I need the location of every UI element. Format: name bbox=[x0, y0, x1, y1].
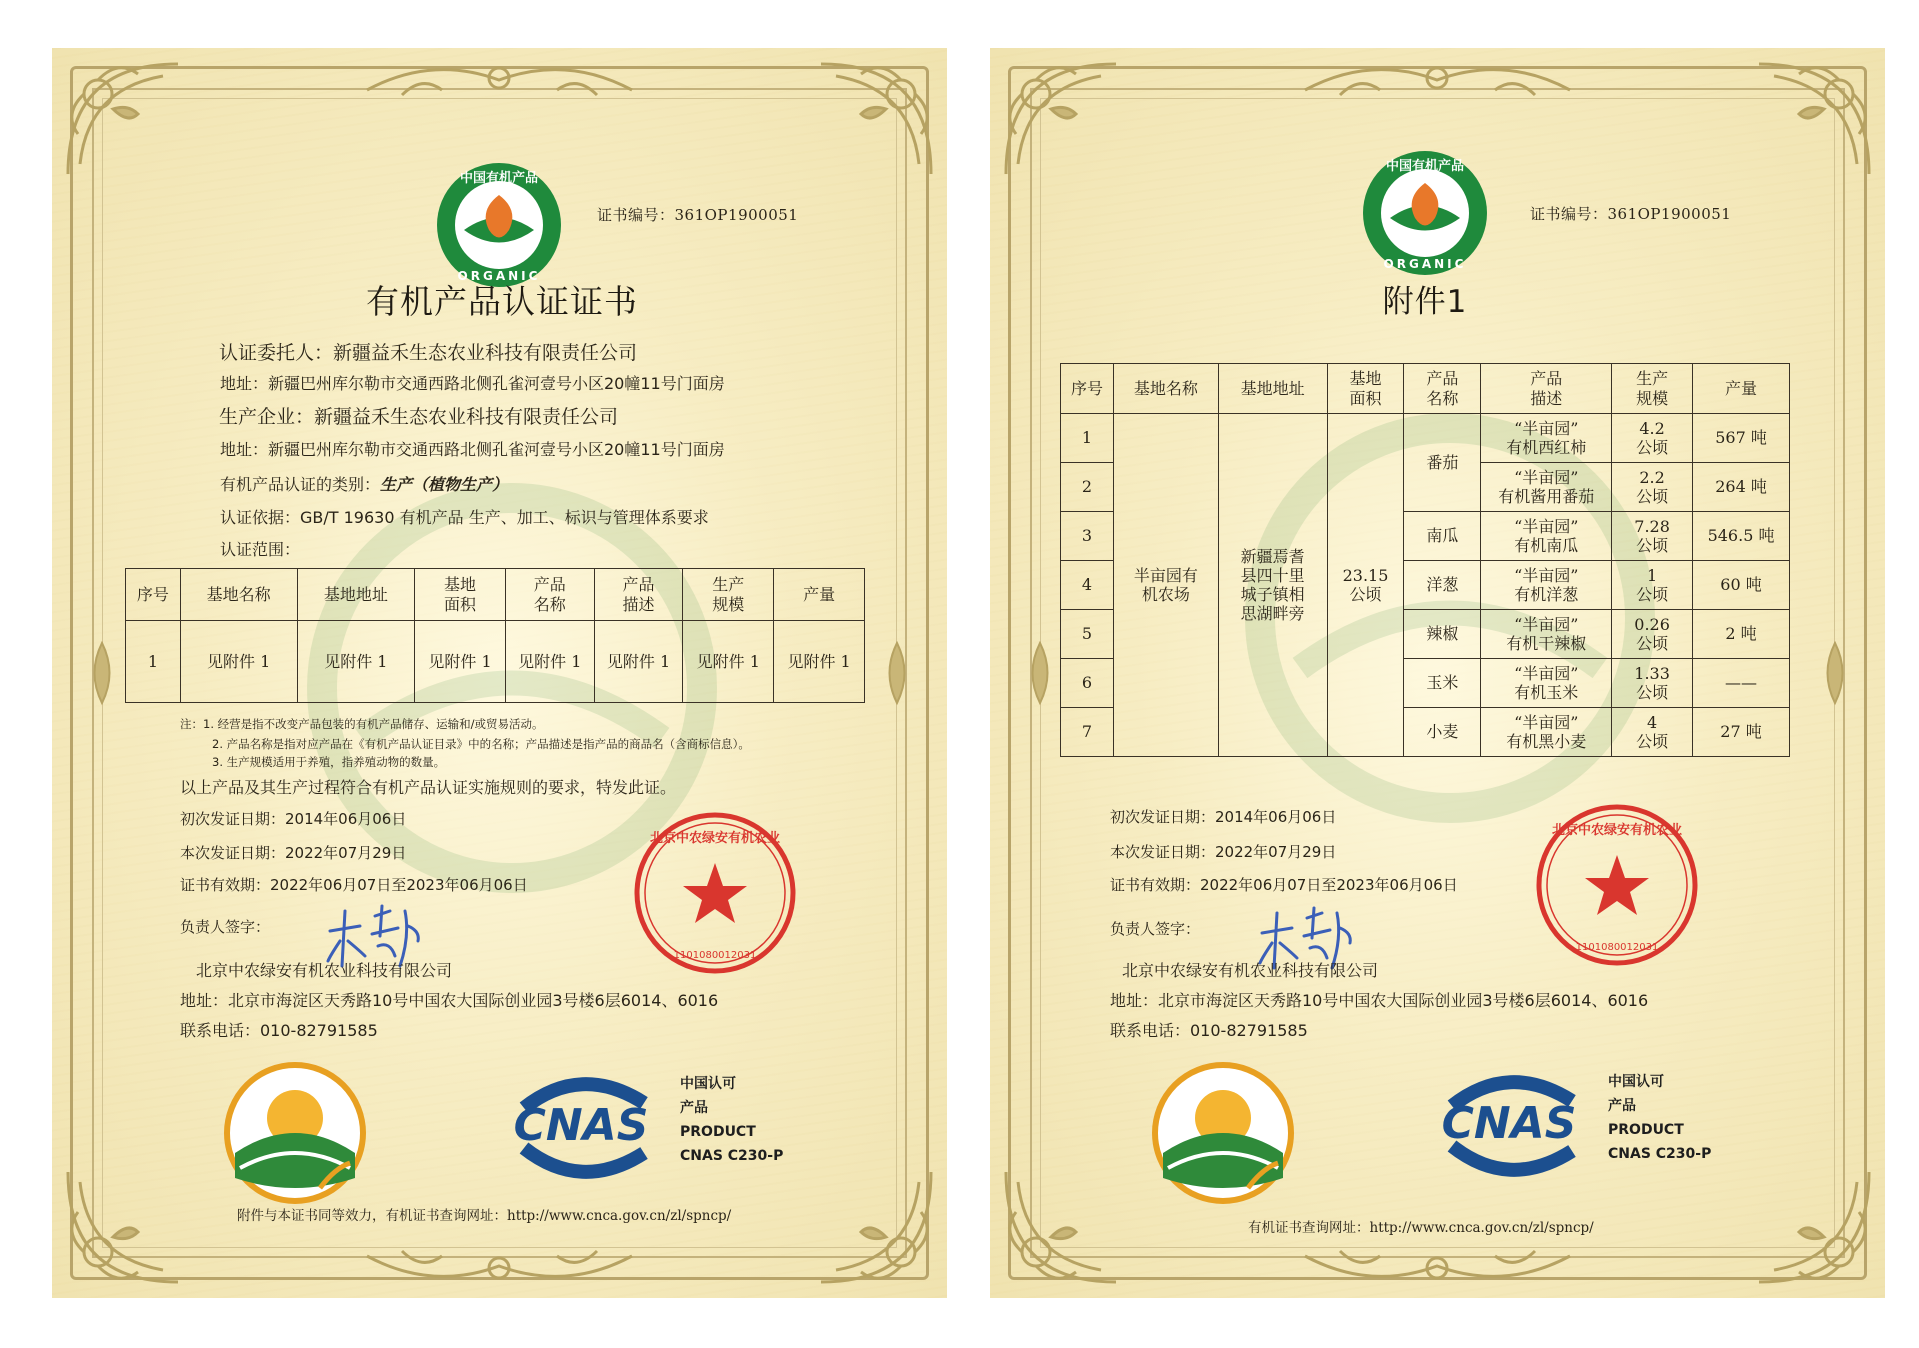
page-title: 附件1 bbox=[1382, 284, 1468, 320]
table-cell-scale: 2.2 公顷 bbox=[1612, 463, 1693, 512]
validity-period: 证书有效期：2022年06月07日至2023年06月06日 bbox=[1110, 876, 1458, 894]
svg-text:1101080012031: 1101080012031 bbox=[673, 950, 757, 961]
table-header: 生产 规模 bbox=[683, 569, 774, 621]
validity-period: 证书有效期：2022年06月07日至2023年06月06日 bbox=[180, 876, 528, 894]
table-header: 基地名称 bbox=[180, 569, 297, 621]
table-cell: 见附件 1 bbox=[415, 621, 506, 703]
table-cell-yield: 60 吨 bbox=[1693, 561, 1790, 610]
producer-address: 地址：新疆巴州库尔勒市交通西路北侧孔雀河壹号小区20幢11号门面房 bbox=[220, 440, 725, 459]
table-cell-scale: 4 公顷 bbox=[1612, 708, 1693, 757]
table-cell-desc: “半亩园” 有机西红柿 bbox=[1481, 414, 1612, 463]
svg-text:中国有机产品: 中国有机产品 bbox=[459, 171, 539, 186]
annex-page bbox=[990, 48, 1885, 1298]
table-header: 序号 bbox=[1061, 364, 1114, 414]
first-issue-date: 初次发证日期：2014年06月06日 bbox=[180, 810, 407, 828]
table-cell-scale: 0.26 公顷 bbox=[1612, 610, 1693, 659]
cnas-caption-line: CNAS C230-P bbox=[1608, 1146, 1712, 1162]
cnas-caption-line: 中国认可 bbox=[680, 1076, 736, 1092]
statement: 以上产品及其生产过程符合有机产品认证实施规则的要求，特发此证。 bbox=[180, 778, 677, 797]
table-cell-scale: 1 公顷 bbox=[1612, 561, 1693, 610]
table-cell-desc: “半亩园” 有机洋葱 bbox=[1481, 561, 1612, 610]
table-cell-no: 6 bbox=[1061, 659, 1114, 708]
table-cell-scale: 1.33 公顷 bbox=[1612, 659, 1693, 708]
table-header: 基地 面积 bbox=[1327, 364, 1404, 414]
client-line: 认证委托人：新疆益禾生态农业科技有限责任公司 bbox=[219, 342, 638, 364]
table-cell-yield: 264 吨 bbox=[1693, 463, 1790, 512]
table-cell-no: 3 bbox=[1061, 512, 1114, 561]
table-cell-product: 玉米 bbox=[1404, 659, 1481, 708]
table-cell-yield: 567 吨 bbox=[1693, 414, 1790, 463]
producer-line: 生产企业：新疆益禾生态农业科技有限责任公司 bbox=[219, 406, 619, 428]
table-row bbox=[1061, 414, 1790, 463]
red-seal-icon bbox=[630, 808, 800, 978]
svg-text:CNAS: CNAS bbox=[513, 1100, 649, 1151]
cnas-caption-line: PRODUCT bbox=[680, 1124, 756, 1140]
note-line: 2. 产品名称是指对应产品在《有机产品认证目录》中的名称；产品描述是指产品的商品名（含商标信息）。 bbox=[212, 737, 750, 751]
issuer-phone: 联系电话：010-82791585 bbox=[1110, 1021, 1308, 1040]
svg-text:CNAS: CNAS bbox=[1441, 1098, 1577, 1149]
side-ornament-icon bbox=[1815, 638, 1855, 708]
china-organic-logo-icon bbox=[434, 160, 564, 290]
table-cell: 1 bbox=[126, 621, 181, 703]
corner-ornament-icon bbox=[811, 54, 941, 184]
footer-note: 附件与本证书同等效力，有机证书查询网址：http://www.cnca.gov.cn/zl/spncp/ bbox=[237, 1208, 732, 1224]
svg-text:中国有机产品: 中国有机产品 bbox=[1385, 159, 1465, 174]
table-cell-yield: 27 吨 bbox=[1693, 708, 1790, 757]
note-line: 注：1. 经营是指不改变产品包装的有机产品储存、运输和/或贸易活动。 bbox=[180, 717, 544, 731]
table-cell-no: 5 bbox=[1061, 610, 1114, 659]
cnas-caption-line: 产品 bbox=[680, 1100, 708, 1116]
table-header-row bbox=[126, 569, 865, 621]
this-issue-date: 本次发证日期：2022年07月29日 bbox=[180, 844, 407, 862]
table-cell-desc: “半亩园” 有机干辣椒 bbox=[1481, 610, 1612, 659]
corner-ornament-icon bbox=[996, 54, 1126, 184]
green-agriculture-logo-icon bbox=[1148, 1058, 1298, 1208]
table-cell-scale: 4.2 公顷 bbox=[1612, 414, 1693, 463]
cnas-caption-line: CNAS C230-P bbox=[680, 1148, 784, 1164]
bottom-ornament-icon bbox=[362, 1240, 637, 1296]
signer-label: 负责人签字： bbox=[180, 918, 271, 936]
table-cell-yield: 2 吨 bbox=[1693, 610, 1790, 659]
table-cell: 见附件 1 bbox=[774, 621, 865, 703]
table-header: 基地 面积 bbox=[415, 569, 506, 621]
table-header: 基地地址 bbox=[297, 569, 415, 621]
table-header-row bbox=[1061, 364, 1790, 414]
scope-line: 认证范围： bbox=[220, 540, 301, 559]
client-address: 地址：新疆巴州库尔勒市交通西路北侧孔雀河壹号小区20幢11号门面房 bbox=[220, 374, 725, 393]
category-value: 生产（植物生产） bbox=[380, 475, 509, 494]
annex-table bbox=[1060, 363, 1790, 757]
table-cell-product: 番茄 bbox=[1404, 414, 1481, 512]
table-header: 基地名称 bbox=[1113, 364, 1218, 414]
red-seal-icon bbox=[1532, 800, 1702, 970]
table-cell: 见附件 1 bbox=[683, 621, 774, 703]
green-agriculture-logo-icon bbox=[220, 1058, 370, 1208]
table-cell: 见附件 1 bbox=[297, 621, 415, 703]
corner-ornament-icon bbox=[996, 1162, 1126, 1292]
table-cell-desc: “半亩园” 有机黑小麦 bbox=[1481, 708, 1612, 757]
cnas-caption-line: 产品 bbox=[1608, 1098, 1636, 1114]
issuer-company: 北京中农绿安有机农业科技有限公司 bbox=[1122, 961, 1379, 980]
first-issue-date: 初次发证日期：2014年06月06日 bbox=[1110, 808, 1337, 826]
table-cell-desc: “半亩园” 有机南瓜 bbox=[1481, 512, 1612, 561]
signer-label: 负责人签字： bbox=[1110, 920, 1201, 938]
table-cell: 见附件 1 bbox=[180, 621, 297, 703]
table-header: 产品 描述 bbox=[1481, 364, 1612, 414]
category-label: 有机产品认证的类别： bbox=[220, 475, 381, 494]
svg-text:1101080012031: 1101080012031 bbox=[1575, 942, 1659, 953]
table-cell-no: 7 bbox=[1061, 708, 1114, 757]
corner-ornament-icon bbox=[1749, 1162, 1879, 1292]
corner-ornament-icon bbox=[1749, 54, 1879, 184]
table-header: 产品 名称 bbox=[505, 569, 594, 621]
certificate-number: 证书编号：361OP1900051 bbox=[597, 206, 799, 224]
table-row bbox=[126, 621, 865, 703]
cnas-caption-line: 中国认可 bbox=[1608, 1074, 1664, 1090]
side-ornament-icon bbox=[82, 638, 122, 708]
table-header: 序号 bbox=[126, 569, 181, 621]
cnas-logo-icon bbox=[504, 1068, 659, 1183]
table-cell-product: 小麦 bbox=[1404, 708, 1481, 757]
cnas-caption-line: PRODUCT bbox=[1608, 1122, 1684, 1138]
svg-text:北京中农绿安有机农业: 北京中农绿安有机农业 bbox=[649, 831, 781, 846]
table-header: 产品 描述 bbox=[594, 569, 683, 621]
side-ornament-icon bbox=[1020, 638, 1060, 708]
table-cell-no: 1 bbox=[1061, 414, 1114, 463]
cnas-caption bbox=[680, 1072, 783, 1168]
table-header: 基地地址 bbox=[1218, 364, 1327, 414]
base-area-cell: 23.15 公顷 bbox=[1327, 414, 1404, 757]
certificate-page bbox=[52, 48, 947, 1298]
table-cell: 见附件 1 bbox=[594, 621, 683, 703]
table-cell: 见附件 1 bbox=[505, 621, 594, 703]
issuer-address: 地址：北京市海淀区天秀路10号中国农大国际创业园3号楼6层6014、6016 bbox=[1110, 991, 1649, 1010]
table-cell-no: 2 bbox=[1061, 463, 1114, 512]
table-cell-product: 南瓜 bbox=[1404, 512, 1481, 561]
table-cell-desc: “半亩园” 有机酱用番茄 bbox=[1481, 463, 1612, 512]
corner-ornament-icon bbox=[58, 54, 188, 184]
table-header: 生产 规模 bbox=[1612, 364, 1693, 414]
cnas-logo-icon bbox=[1432, 1066, 1587, 1181]
table-cell-product: 辣椒 bbox=[1404, 610, 1481, 659]
issuer-address: 地址：北京市海淀区天秀路10号中国农大国际创业园3号楼6层6014、6016 bbox=[180, 991, 719, 1010]
basis-line: 认证依据：GB/T 19630 有机产品 生产、加工、标识与管理体系要求 bbox=[220, 508, 709, 527]
table-header: 产量 bbox=[1693, 364, 1790, 414]
top-ornament-icon bbox=[362, 50, 637, 106]
base-name-cell: 半亩园有 机农场 bbox=[1113, 414, 1218, 757]
top-ornament-icon bbox=[1300, 50, 1575, 106]
footer-note: 有机证书查询网址：http://www.cnca.gov.cn/zl/spncp/ bbox=[1248, 1220, 1594, 1236]
this-issue-date: 本次发证日期：2022年07月29日 bbox=[1110, 843, 1337, 861]
svg-text:ORGANIC: ORGANIC bbox=[457, 269, 541, 283]
page-title: 有机产品认证证书 bbox=[366, 282, 638, 321]
side-ornament-icon bbox=[877, 638, 917, 708]
corner-ornament-icon bbox=[58, 1162, 188, 1292]
table-header: 产品 名称 bbox=[1404, 364, 1481, 414]
table-cell-product: 洋葱 bbox=[1404, 561, 1481, 610]
base-address-cell: 新疆焉耆 县四十里 城子镇相 思湖畔旁 bbox=[1218, 414, 1327, 757]
cnas-caption bbox=[1608, 1070, 1711, 1166]
scope-table bbox=[125, 568, 865, 703]
china-organic-logo-icon bbox=[1360, 148, 1490, 278]
svg-text:ORGANIC: ORGANIC bbox=[1383, 257, 1467, 271]
table-cell-scale: 7.28 公顷 bbox=[1612, 512, 1693, 561]
note-line: 3. 生产规模适用于养殖，指养殖动物的数量。 bbox=[212, 755, 446, 769]
certificate-number: 证书编号：361OP1900051 bbox=[1530, 205, 1732, 223]
category-line bbox=[220, 472, 508, 495]
corner-ornament-icon bbox=[811, 1162, 941, 1292]
issuer-company: 北京中农绿安有机农业科技有限公司 bbox=[196, 961, 453, 980]
table-cell-yield: 546.5 吨 bbox=[1693, 512, 1790, 561]
table-cell-yield: —— bbox=[1693, 659, 1790, 708]
issuer-phone: 联系电话：010-82791585 bbox=[180, 1021, 378, 1040]
table-cell-no: 4 bbox=[1061, 561, 1114, 610]
table-cell-desc: “半亩园” 有机玉米 bbox=[1481, 659, 1612, 708]
bottom-ornament-icon bbox=[1300, 1240, 1575, 1296]
table-header: 产量 bbox=[774, 569, 865, 621]
svg-text:北京中农绿安有机农业: 北京中农绿安有机农业 bbox=[1551, 823, 1683, 838]
